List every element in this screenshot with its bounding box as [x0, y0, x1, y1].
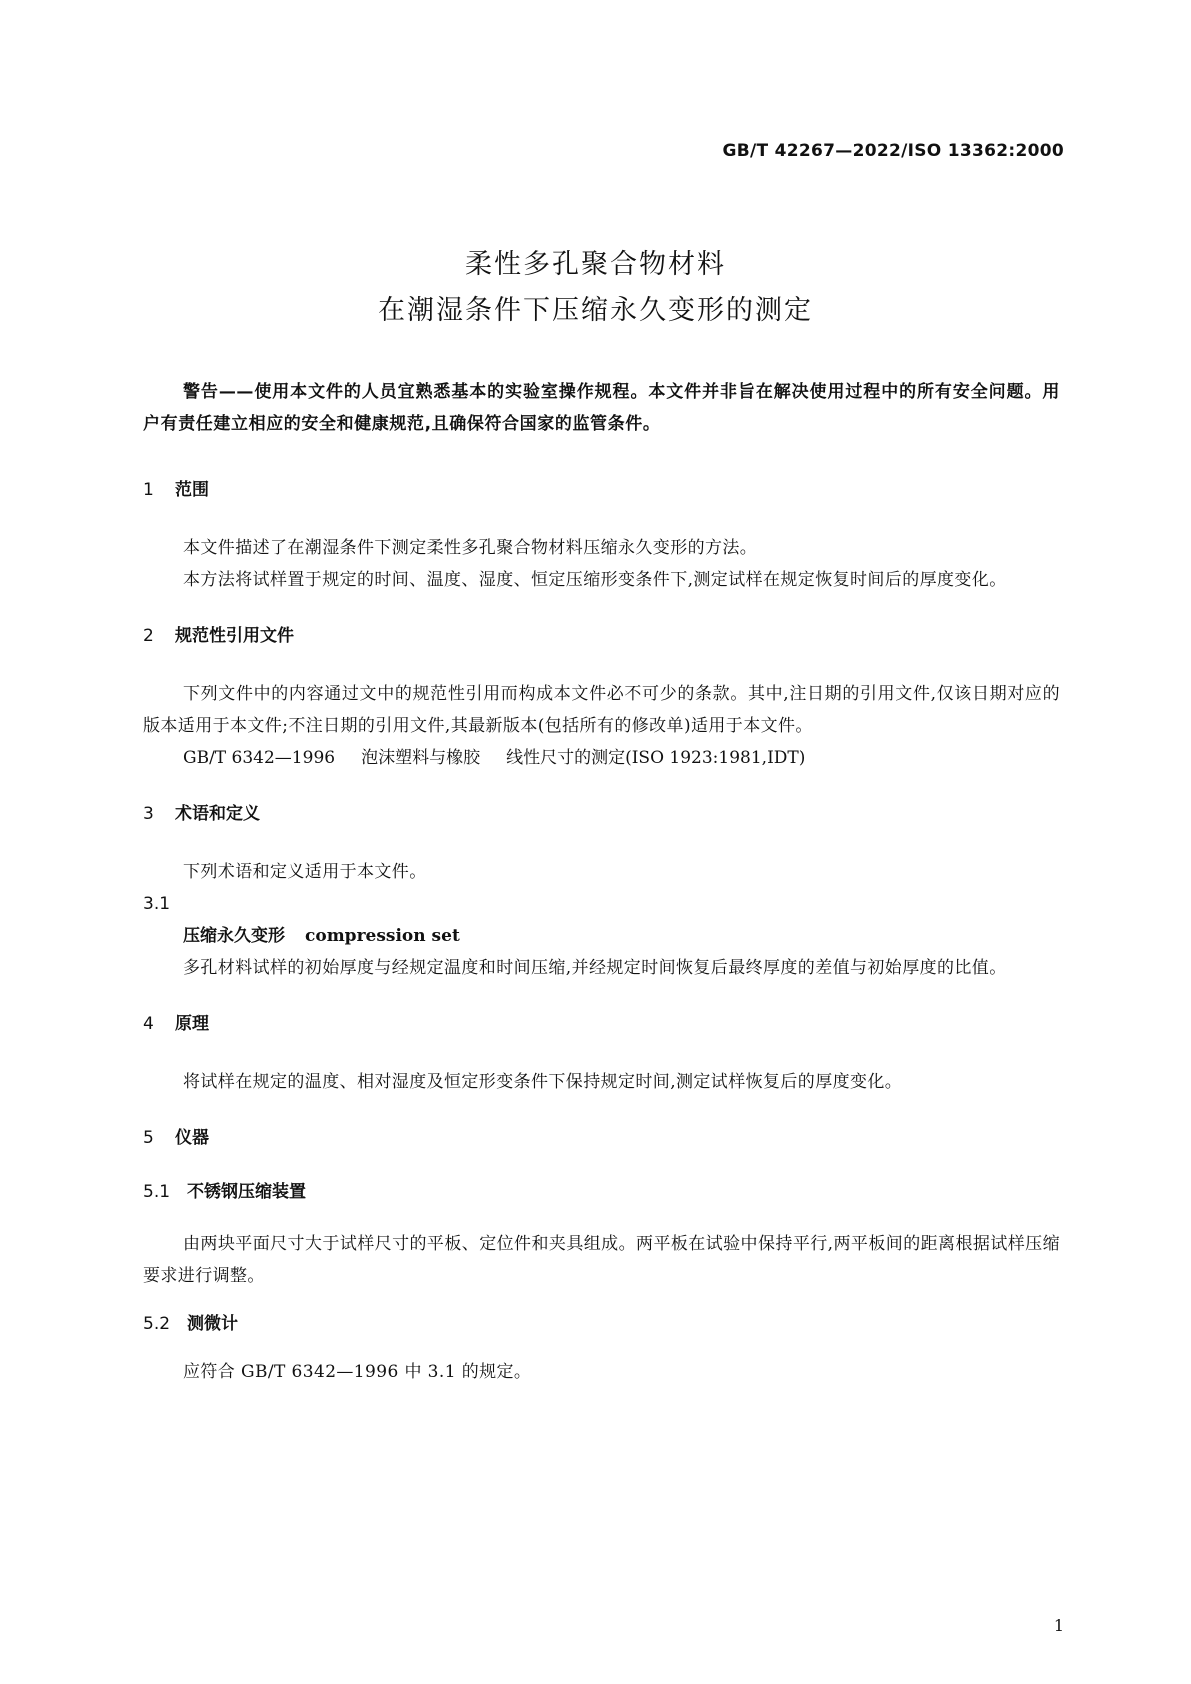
section-title: 规范性引用文件 — [175, 626, 294, 646]
subsection-number: 5.2 — [143, 1314, 171, 1334]
section-title: 范围 — [175, 480, 209, 500]
section-3-heading — [143, 800, 1060, 828]
normative-reference — [143, 742, 1060, 774]
section-number: 4 — [143, 1014, 154, 1034]
term-number: 3.1 — [143, 894, 171, 914]
subsection-title: 测微计 — [187, 1314, 238, 1334]
paragraph: 将试样在规定的温度、相对湿度及恒定形变条件下保持规定时间,测定试样恢复后的厚度变化。 — [183, 1072, 903, 1092]
section-title: 仪器 — [175, 1128, 209, 1148]
warning-paragraph: 警告——使用本文件的人员宜熟悉基本的实验室操作规程。本文件并非旨在解决使用过程中的所有安全问题。用户有责任建立相应的安全和健康规范,且确保符合国家的监管条件。 — [143, 382, 1060, 434]
paragraph: 本方法将试样置于规定的时间、温度、湿度、恒定压缩形变条件下,测定试样在规定恢复时间后的厚度变化。 — [183, 570, 1007, 590]
page-number: 1 — [1053, 1616, 1064, 1635]
subsection-5-2-heading — [143, 1310, 1060, 1338]
section-number: 1 — [143, 480, 154, 500]
section-number: 3 — [143, 804, 154, 824]
section-title: 原理 — [175, 1014, 209, 1034]
paragraph: 由两块平面尺寸大于试样尺寸的平板、定位件和夹具组成。两平板在试验中保持平行,两平板间的距离根据试样压缩要求进行调整。 — [143, 1234, 1060, 1286]
reference-title-part-1: 泡沫塑料与橡胶 — [361, 748, 481, 768]
standard-code: GB/T 42267—2022/ISO 13362:2000 — [722, 141, 1064, 161]
document-body — [143, 376, 1060, 1388]
section-1-heading — [143, 476, 1060, 504]
title-line-2: 在潮湿条件下压缩永久变形的测定 — [378, 295, 813, 326]
subsection-title: 不锈钢压缩装置 — [187, 1182, 306, 1202]
subsection-number: 5.1 — [143, 1182, 171, 1202]
reference-title-part-2: 线性尺寸的测定(ISO 1923:1981,IDT) — [506, 748, 806, 768]
section-5-heading — [143, 1124, 1060, 1152]
term-english: compression set — [305, 926, 460, 946]
term-chinese: 压缩永久变形 — [183, 926, 285, 946]
section-number: 2 — [143, 626, 154, 646]
reference-code: GB/T 6342—1996 — [183, 748, 336, 768]
paragraph: 下列术语和定义适用于本文件。 — [183, 862, 427, 882]
subsection-5-1-heading — [143, 1178, 1060, 1206]
term-entry — [143, 920, 1060, 952]
title-line-1: 柔性多孔聚合物材料 — [465, 249, 726, 280]
paragraph: 本文件描述了在潮湿条件下测定柔性多孔聚合物材料压缩永久变形的方法。 — [183, 538, 758, 558]
paragraph: 应符合 GB/T 6342—1996 中 3.1 的规定。 — [183, 1362, 532, 1382]
document-title — [0, 242, 1191, 334]
section-number: 5 — [143, 1128, 154, 1148]
section-4-heading — [143, 1010, 1060, 1038]
section-title: 术语和定义 — [175, 804, 260, 824]
section-2-heading — [143, 622, 1060, 650]
term-definition: 多孔材料试样的初始厚度与经规定温度和时间压缩,并经规定时间恢复后最终厚度的差值与初始厚度的比值。 — [183, 958, 1007, 978]
paragraph: 下列文件中的内容通过文中的规范性引用而构成本文件必不可少的条款。其中,注日期的引用文件,仅该日期对应的版本适用于本文件;不注日期的引用文件,其最新版本(包括所有的修改单)适用于本文件。 — [143, 684, 1060, 736]
